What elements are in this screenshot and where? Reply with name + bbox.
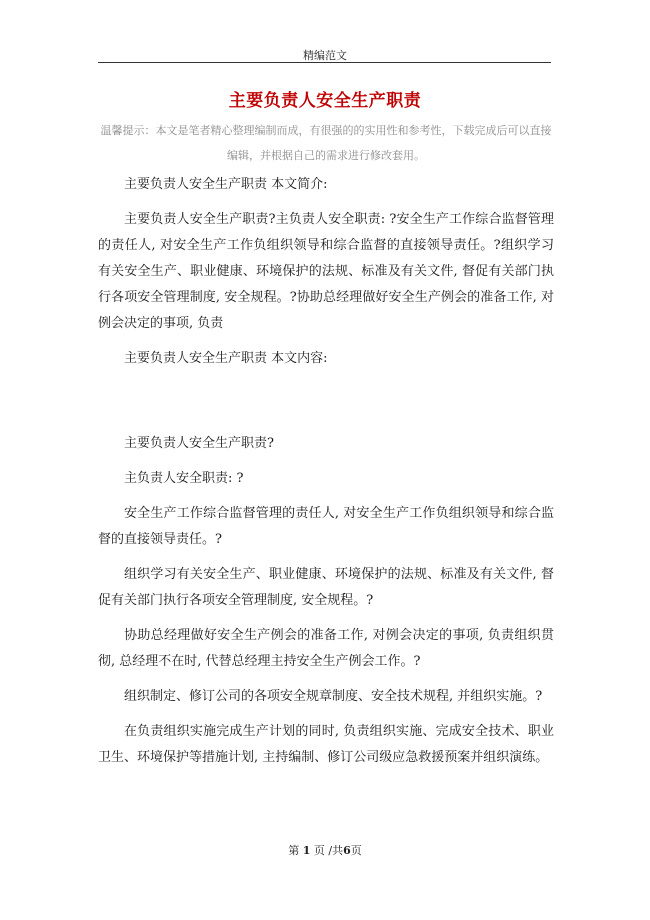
- page-number: 1: [302, 844, 311, 857]
- content-paragraph: 在负责组织实施完成生产计划的同时, 负责组织实施、完成安全技术、职业卫生、环境保护等措施计划, 主持编制、修订公司级应急救援预案并组织演练。: [98, 724, 554, 765]
- content-paragraph: 组织制定、修订公司的各项安全规章制度、安全技术规程, 并组织实施。?: [124, 689, 543, 704]
- content-paragraph: 安全生产工作综合监督管理的责任人, 对安全生产工作负组织领导和综合监督的直接领导责任。?: [98, 506, 554, 547]
- content-paragraph: 组织学习有关安全生产、职业健康、环境保护的法规、标准及有关文件, 督促有关部门执行各项安全管理制度, 安全规程。?: [98, 567, 554, 608]
- header-label: 精编范文: [303, 49, 347, 62]
- header-divider: [98, 62, 551, 63]
- footer-middle: 页 /共: [313, 844, 344, 857]
- footer-prefix: 第: [288, 844, 300, 857]
- summary-text: 主要负责人安全生产职责?主负责人安全职责: ?安全生产工作综合监督管理的责任人, 对安全生产工作负组织领导和综合监督的直接领导责任。?组织学习有关安全生产、职业健康、环境保护的法规、标准及有关文件, 督促有关部门执行各项安全管理制度, 安全规程。?协助总经理做好安全生产例会的准备工作, 对例会决定的事项, 负责: [98, 212, 554, 331]
- summary-section: [98, 172, 554, 381]
- summary-heading: 主要负责人安全生产职责 本文简介:: [124, 177, 328, 192]
- content-paragraph: 协助总经理做好安全生产例会的准备工作, 对例会决定的事项, 负责组织贯彻, 总经理不在时, 代替总经理主持安全生产例会工作。?: [98, 628, 554, 669]
- tip-notice: 温馨提示：本文是笔者精心整理编制而成，有很强的的实用性和参考性，下载完成后可以直接编辑，并根据自己的需求进行修改套用。: [100, 124, 552, 162]
- page-total: 6: [343, 844, 351, 857]
- content-paragraph: 主负责人安全职责: ?: [124, 471, 244, 486]
- content-heading: 主要负责人安全生产职责 本文内容:: [124, 351, 328, 366]
- content-section: [98, 431, 554, 780]
- footer-suffix: 页: [350, 844, 362, 857]
- content-paragraph: 主要负责人安全生产职责?: [124, 436, 274, 451]
- document-title: 主要负责人安全生产职责: [228, 91, 422, 111]
- page-footer: [0, 842, 650, 858]
